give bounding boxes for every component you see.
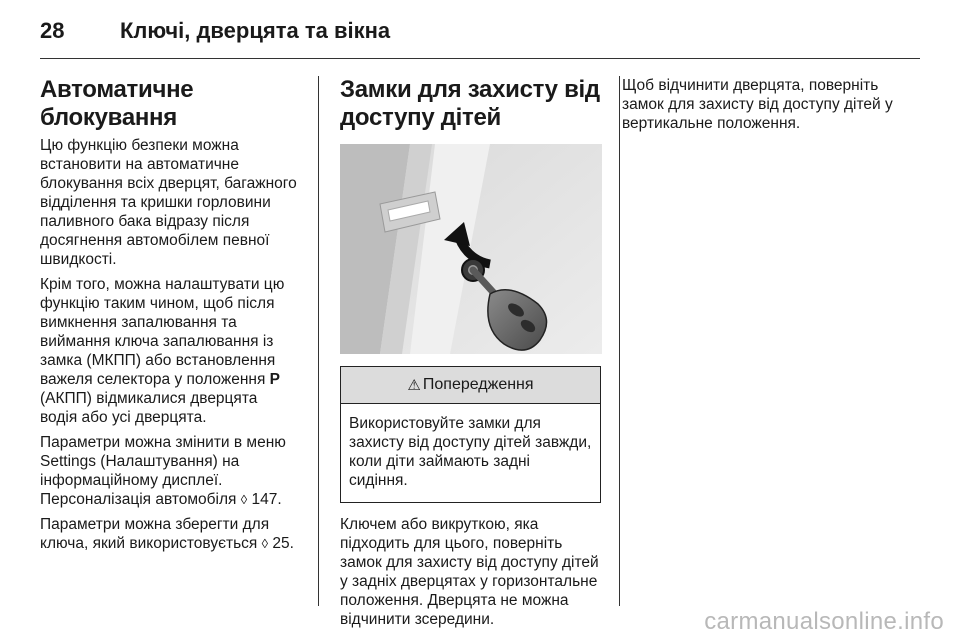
child-lock-illustration (340, 144, 602, 354)
warning-title: Попередження (422, 376, 534, 393)
page-title: Ключі, дверцята та вікна (120, 18, 391, 43)
page-header (40, 14, 390, 48)
child-locks-paragraph-2: Щоб відчинити дверцята, поверніть замок для захисту від доступу дітей у вертикальне положення. (622, 77, 893, 132)
auto-lock-paragraph-3 (40, 433, 298, 509)
warning-text: Використовуйте замки для захисту від доступу дітей завжди, коли діти займають задні сидіння. (349, 415, 592, 489)
auto-lock-paragraph-4 (40, 515, 298, 553)
header-divider (40, 58, 920, 59)
auto-lock-p4-text: Параметри можна зберегти для ключа, який використовується (40, 516, 270, 552)
auto-lock-p2-text: Крім того, можна налаштувати цю функцію таким чином, щоб після вимкнення запалювання та виймання ключа запалювання із замка (МКПП) або встановлення важеля селектора у положення (40, 276, 285, 388)
page-ref-25[interactable]: 25. (268, 535, 294, 552)
child-locks-paragraph-1: Ключем або викруткою, яка підходить для цього, поверніть замок для захисту від доступу дітей у задніх дверцятах у горизонтальне положення. Дверцята не можна відчинити зсередини. (340, 516, 599, 628)
warning-box (340, 366, 601, 503)
auto-lock-paragraph-2 (40, 275, 298, 427)
gear-position-p: P (269, 371, 281, 388)
column-divider-2 (619, 76, 620, 606)
page-ref-arrow-icon[interactable]: ◊ (240, 492, 248, 507)
auto-lock-section (40, 76, 298, 559)
warning-header (341, 367, 600, 404)
auto-lock-paragraph-1: Цю функцію безпеки можна встановити на автоматичне блокування всіх дверцят, багажного відділення та кришки горловини паливного бака відразу після досягнення автомобілем певної швидкості. (40, 137, 297, 268)
watermark: carmanualsonline.info (704, 608, 944, 635)
child-locks-continued (622, 76, 912, 139)
column-divider-1 (318, 76, 319, 606)
auto-lock-p3-text: Параметри можна змінити в меню Settings (Налаштування) на інформаційному дисплеї. Персоналізація автомобіля (40, 434, 286, 508)
page-number: 28 (40, 18, 65, 43)
auto-lock-p2-tail: (АКПП) відмикалися дверцята водія або усі дверцята. (40, 390, 258, 426)
child-locks-section (340, 76, 602, 635)
page-ref-147[interactable]: 147. (247, 491, 282, 508)
warning-triangle-icon: ⚠ (407, 377, 421, 394)
door-key-illustration (340, 144, 602, 354)
child-locks-heading: Замки для захисту від доступу дітей (340, 76, 600, 131)
auto-lock-heading: Автоматичне блокування (40, 76, 194, 131)
page-ref-arrow-icon[interactable]: ◊ (261, 536, 269, 551)
